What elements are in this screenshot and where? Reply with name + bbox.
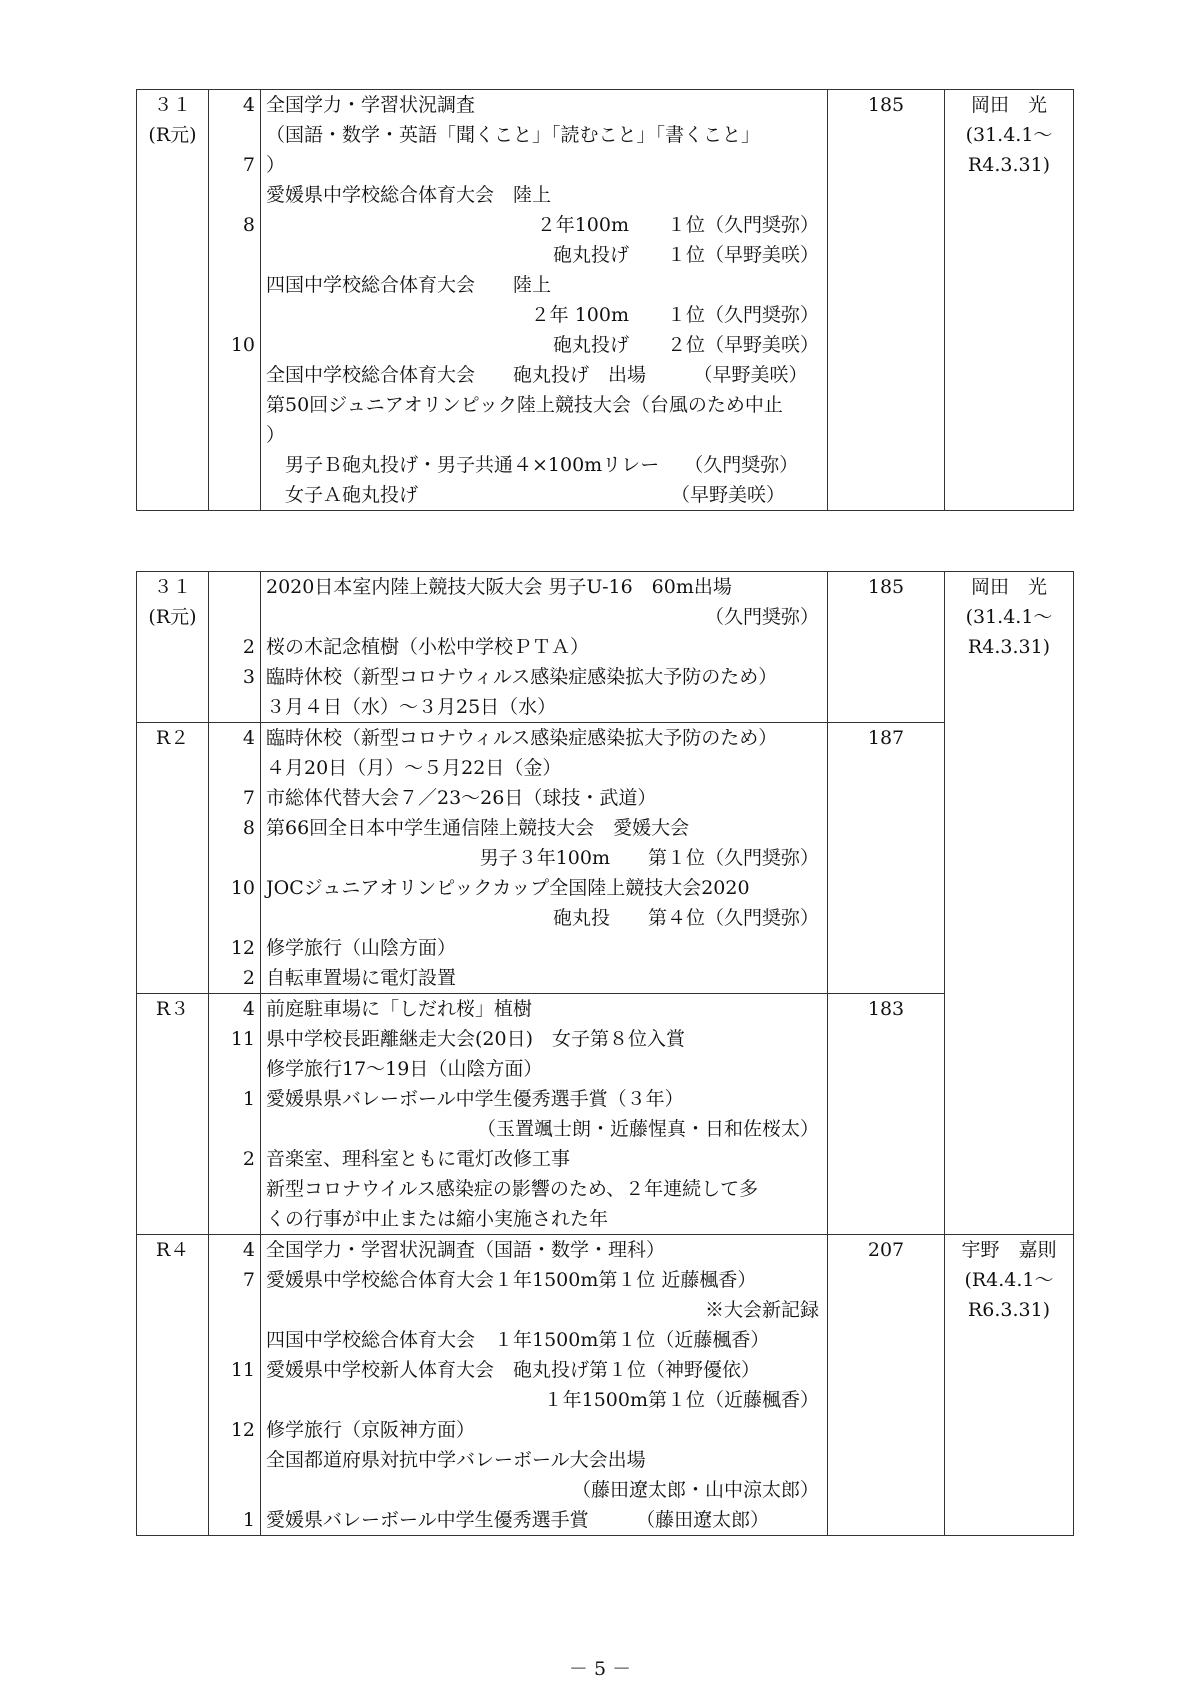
event-line: 前庭駐車場に「しだれ桜」植樹 bbox=[266, 998, 533, 1020]
principal-term-end: R4.3.31) bbox=[967, 154, 1051, 176]
event-line: １年1500m第１位（近藤楓香） bbox=[543, 1389, 819, 1411]
event-line: 音楽室、理科室ともに電灯改修工事 bbox=[266, 1148, 571, 1170]
event-line: ※大会新記録 bbox=[704, 1299, 819, 1321]
month-label bbox=[209, 120, 260, 150]
month-label bbox=[209, 1445, 260, 1475]
event-line: 四国中学校総合体育大会 １年1500m第１位（近藤楓香） bbox=[266, 1329, 770, 1351]
student-count-cell bbox=[828, 994, 945, 1235]
month-label bbox=[209, 1174, 260, 1204]
year-cell bbox=[137, 994, 209, 1235]
era-label: (R元) bbox=[148, 124, 197, 146]
event-line: 市総体代替大会７／23～26日（球技・武道） bbox=[266, 787, 657, 809]
event-line: 県中学校長距離継走大会(20日) 女子第８位入賞 bbox=[266, 1028, 686, 1050]
event-line: くの行事が中止または縮小実施された年 bbox=[266, 1208, 609, 1230]
month-label bbox=[209, 480, 260, 510]
year-label: ３１ bbox=[153, 576, 192, 598]
page-number: － 5 － bbox=[568, 1658, 632, 1680]
year-label: ３１ bbox=[153, 94, 192, 116]
event-cell bbox=[261, 994, 828, 1235]
month-label bbox=[209, 572, 260, 602]
event-line: 砲丸投げ ２位（早野美咲） bbox=[552, 334, 819, 356]
event-line: ２年 100m １位（久門奨弥） bbox=[530, 304, 819, 326]
event-line: 愛媛県バレーボール中学生優秀選手賞 （藤田遼太郎） bbox=[266, 1509, 770, 1531]
month-label: 7 bbox=[242, 154, 255, 176]
event-line: 男子３年100m 第１位（久門奨弥） bbox=[479, 847, 819, 869]
table-row bbox=[137, 572, 1074, 723]
month-label: 2 bbox=[242, 636, 255, 658]
event-cell bbox=[261, 723, 828, 994]
month-label: 1 bbox=[242, 1088, 255, 1110]
month-cell bbox=[209, 1235, 261, 1536]
event-line: 第50回ジュニアオリンピック陸上競技大会（台風のため中止 bbox=[266, 394, 783, 416]
month-label: 2 bbox=[242, 967, 255, 989]
event-line: 全国学力・学習状況調査 bbox=[266, 94, 476, 116]
event-line: 全国学力・学習状況調査（国語・数学・理科） bbox=[266, 1239, 666, 1261]
month-label bbox=[209, 240, 260, 270]
month-label bbox=[209, 753, 260, 783]
event-line: 全国中学校総合体育大会 砲丸投げ 出場 （早野美咲） bbox=[266, 364, 808, 386]
month-label: 1 bbox=[242, 1509, 255, 1531]
month-label bbox=[209, 1385, 260, 1415]
event-line: 愛媛県中学校新人体育大会 砲丸投げ第１位（神野優依） bbox=[266, 1359, 761, 1381]
month-label bbox=[209, 1204, 260, 1234]
event-line: ） bbox=[266, 154, 286, 176]
month-label: 2 bbox=[242, 1148, 255, 1170]
event-line: ２年100m １位（久門奨弥） bbox=[536, 214, 819, 236]
student-count: 185 bbox=[867, 94, 905, 116]
event-line: 桜の木記念植樹（小松中学校ＰＴＡ） bbox=[266, 636, 590, 658]
era-label: (R元) bbox=[148, 606, 197, 628]
year-cell bbox=[137, 1235, 209, 1536]
month-label: 7 bbox=[242, 787, 255, 809]
month-label: 3 bbox=[242, 666, 255, 688]
event-line: 第66回全日本中学生通信陸上競技大会 愛媛大会 bbox=[266, 817, 690, 839]
month-label bbox=[209, 1475, 260, 1505]
event-line: 修学旅行17～19日（山陰方面） bbox=[266, 1058, 543, 1080]
event-line: 四国中学校総合体育大会 陸上 bbox=[266, 274, 552, 296]
month-label bbox=[209, 1325, 260, 1355]
event-line: JOCジュニアオリンピックカップ全国陸上競技大会2020 bbox=[266, 877, 750, 899]
table-row bbox=[137, 1235, 1074, 1536]
event-cell bbox=[261, 1235, 828, 1536]
principal-cell bbox=[945, 572, 1074, 1235]
month-label bbox=[209, 450, 260, 480]
year-label: R２ bbox=[155, 727, 190, 749]
event-line: ４月20日（月）～５月22日（金） bbox=[266, 757, 562, 779]
month-label: 10 bbox=[230, 877, 255, 899]
principal-term-start: (31.4.1～ bbox=[965, 124, 1053, 146]
month-label bbox=[209, 270, 260, 300]
event-line: （玉置颯士朗・近藤惺真・日和佐桜太） bbox=[476, 1118, 819, 1140]
month-label: 10 bbox=[230, 334, 255, 356]
history-table-2 bbox=[136, 571, 1074, 1536]
student-count: 207 bbox=[867, 1239, 905, 1261]
event-line: 全国都道府県対抗中学バレーボール大会出場 bbox=[266, 1449, 646, 1471]
event-line: （国語・数学・英語「聞くこと」「読むこと」「書くこと」 bbox=[266, 124, 761, 146]
principal-cell bbox=[945, 90, 1074, 511]
month-label bbox=[209, 602, 260, 632]
month-cell bbox=[209, 994, 261, 1235]
principal-term-end: R4.3.31) bbox=[967, 636, 1051, 658]
event-line: 2020日本室内陸上競技大阪大会 男子U-16 60m出場 bbox=[266, 576, 732, 598]
year-cell bbox=[137, 723, 209, 994]
student-count: 183 bbox=[867, 998, 905, 1020]
event-line: 修学旅行（京阪神方面） bbox=[266, 1419, 476, 1441]
year-label: R３ bbox=[155, 998, 190, 1020]
table-row bbox=[137, 90, 1074, 511]
table-row bbox=[137, 723, 1074, 994]
month-label: 11 bbox=[230, 1359, 255, 1381]
month-label: 4 bbox=[242, 727, 255, 749]
month-cell bbox=[209, 90, 261, 511]
principal-name: 岡田 光 bbox=[970, 94, 1047, 116]
principal-cell bbox=[945, 1235, 1074, 1536]
month-label bbox=[209, 180, 260, 210]
event-line: 臨時休校（新型コロナウィルス感染症感染拡大予防のため） bbox=[266, 727, 778, 749]
month-label bbox=[209, 1114, 260, 1144]
month-label bbox=[209, 843, 260, 873]
history-table-1 bbox=[136, 89, 1074, 511]
month-label bbox=[209, 390, 260, 420]
month-label bbox=[209, 420, 260, 450]
event-line: （藤田遼太郎・山中涼太郎） bbox=[571, 1479, 819, 1501]
month-label: 7 bbox=[242, 1269, 255, 1291]
student-count: 187 bbox=[867, 727, 905, 749]
event-line: 新型コロナウイルス感染症の影響のため、２年連続して多 bbox=[266, 1178, 759, 1200]
student-count-cell bbox=[828, 90, 945, 511]
student-count-cell bbox=[828, 1235, 945, 1536]
month-label: 8 bbox=[242, 817, 255, 839]
principal-term-end: R6.3.31) bbox=[967, 1299, 1051, 1321]
event-cell bbox=[261, 90, 828, 511]
event-line: （久門奨弥） bbox=[704, 606, 819, 628]
year-label: R４ bbox=[155, 1239, 190, 1261]
event-line: ３月４日（水）～３月25日（水） bbox=[266, 696, 557, 718]
month-label: 4 bbox=[242, 94, 255, 116]
event-cell bbox=[261, 572, 828, 723]
month-label: 8 bbox=[242, 214, 255, 236]
month-cell bbox=[209, 723, 261, 994]
student-count-cell bbox=[828, 723, 945, 994]
year-cell bbox=[137, 90, 209, 511]
month-label: 4 bbox=[242, 1239, 255, 1261]
year-cell bbox=[137, 572, 209, 723]
event-line: 愛媛県中学校総合体育大会１年1500m第１位 近藤楓香） bbox=[266, 1269, 757, 1291]
event-line: 愛媛県県バレーボール中学生優秀選手賞（３年） bbox=[266, 1088, 684, 1110]
student-count-cell bbox=[828, 572, 945, 723]
event-line: 砲丸投 第４位（久門奨弥） bbox=[552, 907, 819, 929]
month-label: 12 bbox=[230, 1419, 255, 1441]
month-label bbox=[209, 1054, 260, 1084]
event-line: 臨時休校（新型コロナウィルス感染症感染拡大予防のため） bbox=[266, 666, 778, 688]
event-line: 男子Ｂ砲丸投げ・男子共通４×100mリレー （久門奨弥） bbox=[266, 454, 799, 476]
event-line: 自転車置場に電灯設置 bbox=[266, 967, 457, 989]
month-label: 11 bbox=[230, 1028, 255, 1050]
month-label bbox=[209, 903, 260, 933]
event-line: 女子Ａ砲丸投げ （早野美咲） bbox=[266, 484, 786, 506]
event-line: 愛媛県中学校総合体育大会 陸上 bbox=[266, 184, 552, 206]
month-label: 12 bbox=[230, 937, 255, 959]
principal-name: 岡田 光 bbox=[970, 576, 1047, 598]
event-line: ） bbox=[266, 424, 286, 446]
month-label bbox=[209, 300, 260, 330]
month-label bbox=[209, 692, 260, 722]
event-line: 修学旅行（山陰方面） bbox=[266, 937, 457, 959]
month-label bbox=[209, 1295, 260, 1325]
principal-term-start: (31.4.1～ bbox=[965, 606, 1053, 628]
table-row bbox=[137, 994, 1074, 1235]
student-count: 185 bbox=[867, 576, 905, 598]
month-label bbox=[209, 360, 260, 390]
principal-term-start: (R4.4.1～ bbox=[964, 1269, 1054, 1291]
month-cell bbox=[209, 572, 261, 723]
event-line: 砲丸投げ １位（早野美咲） bbox=[552, 244, 819, 266]
month-label: 4 bbox=[242, 998, 255, 1020]
principal-name: 宇野 嘉則 bbox=[961, 1239, 1057, 1261]
